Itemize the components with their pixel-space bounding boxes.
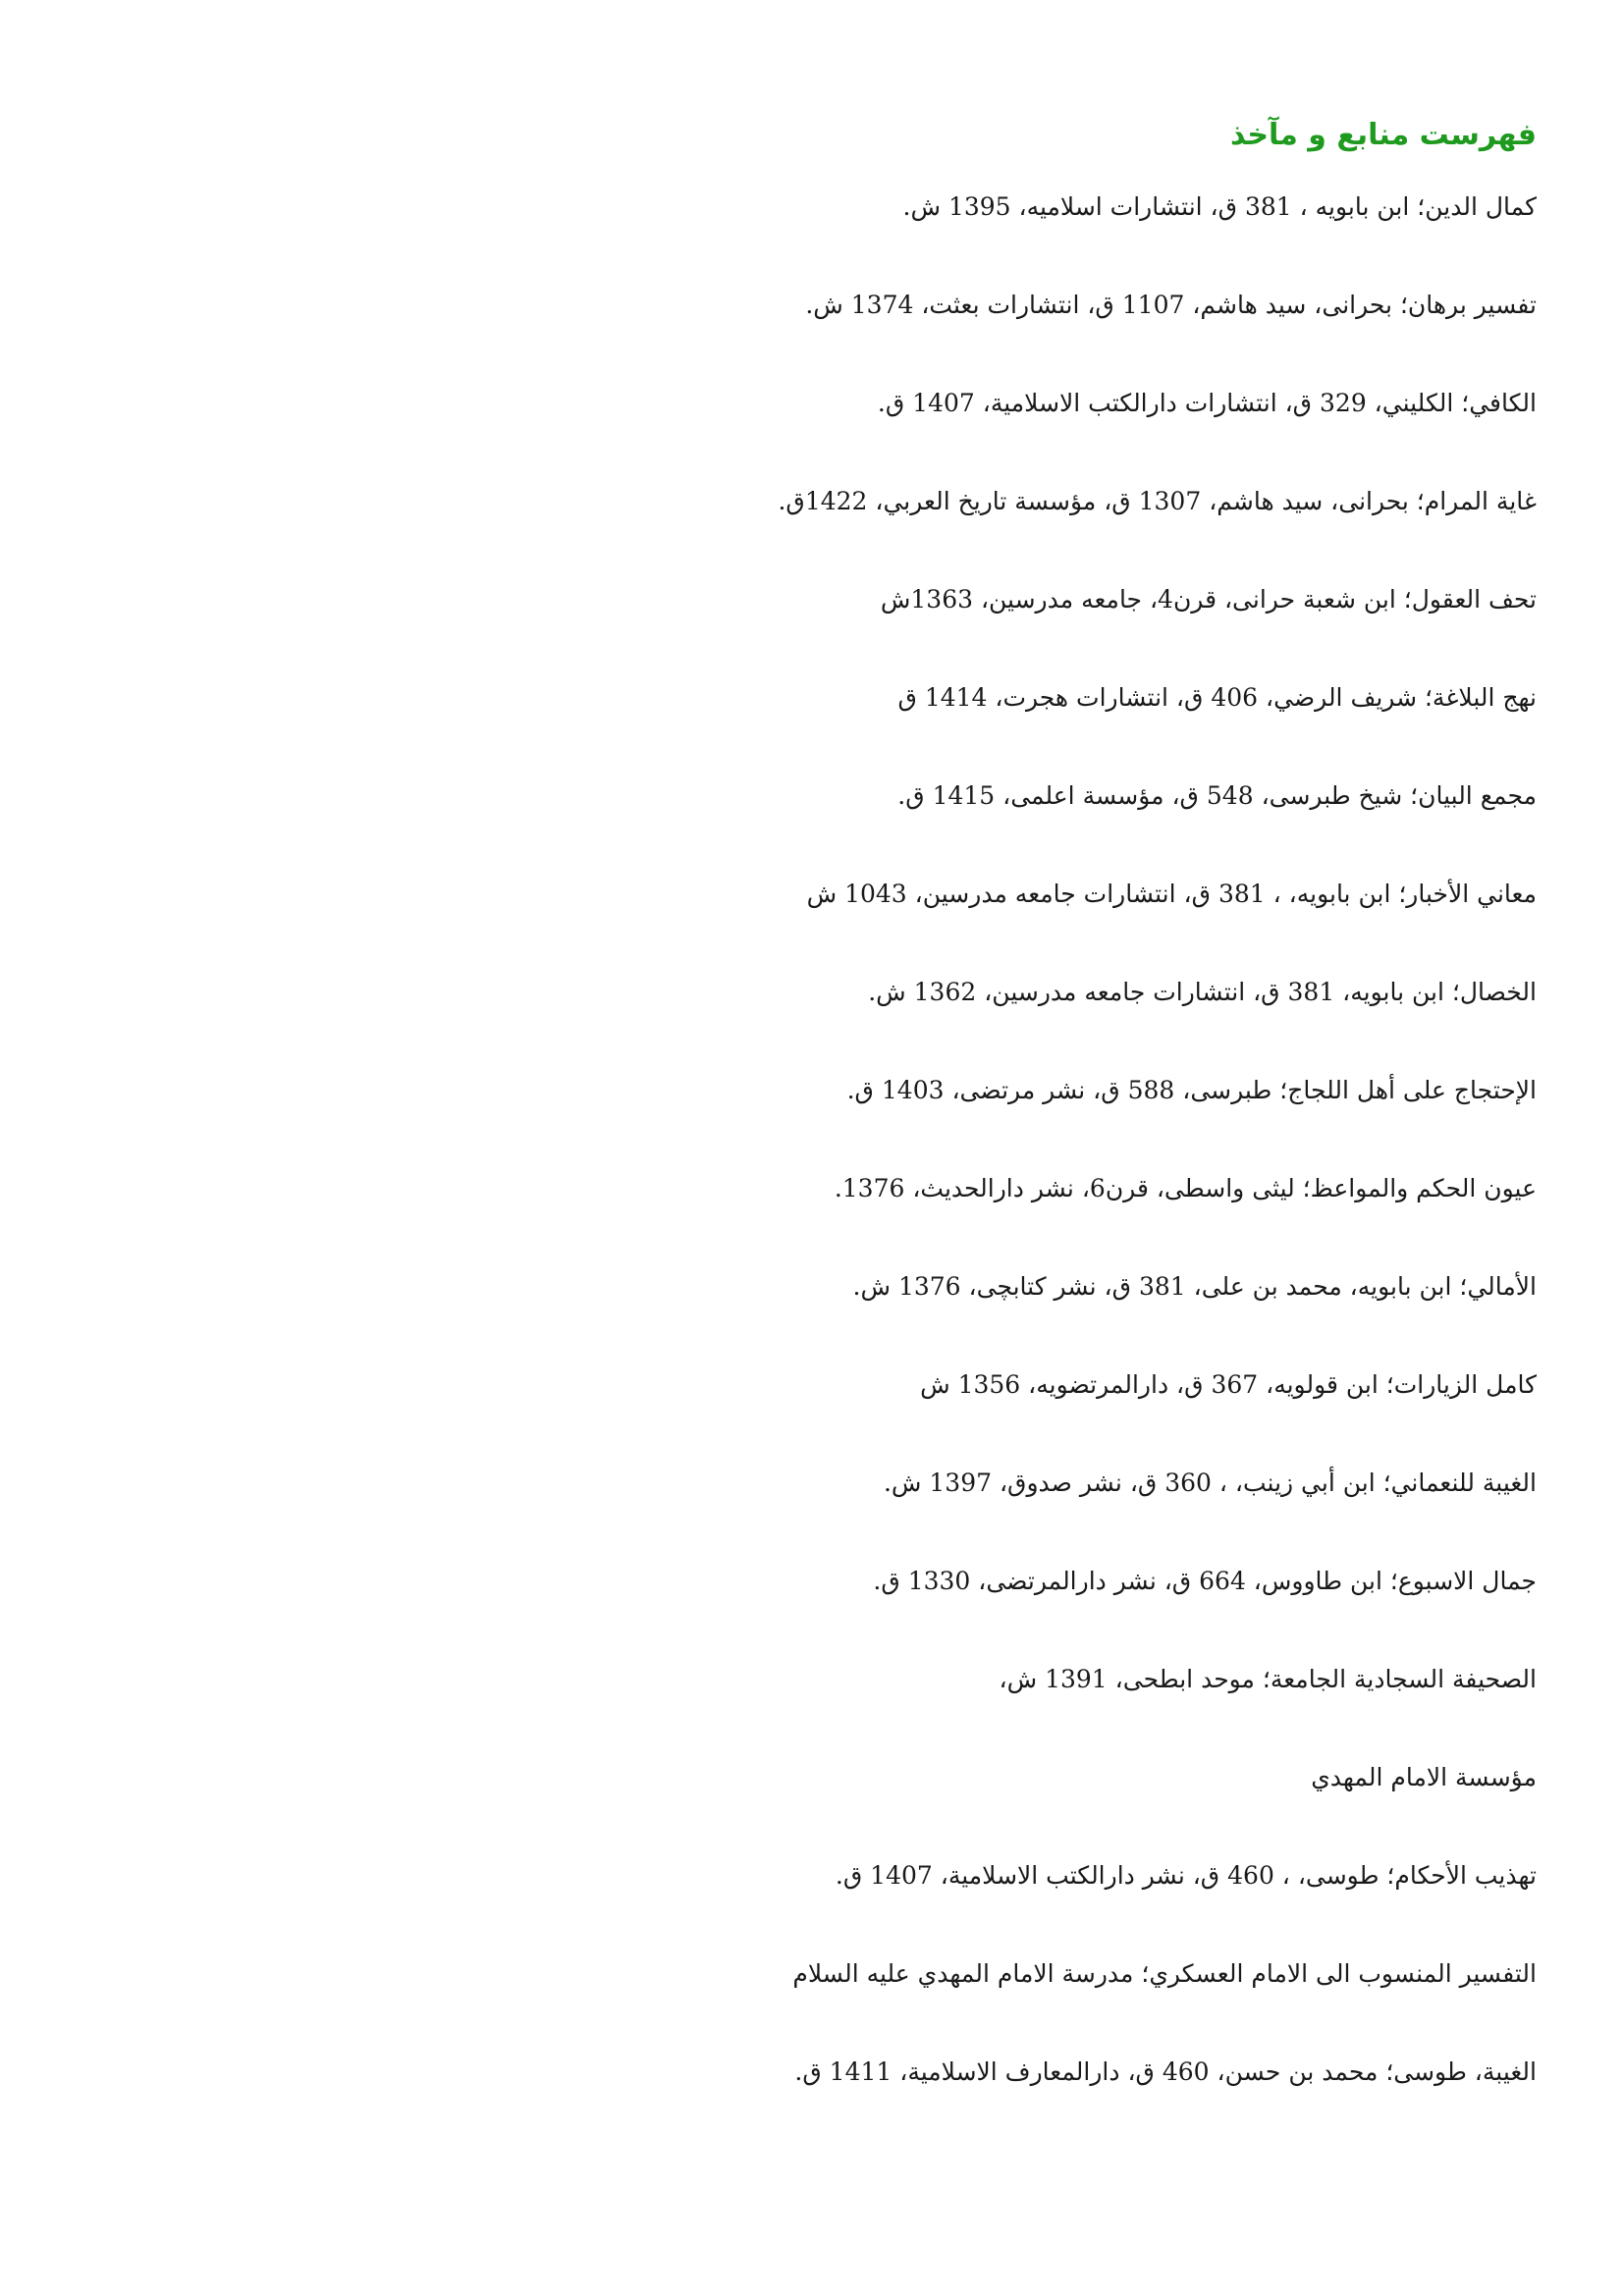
reference-item: تفسير برهان؛ بحرانى، سيد هاشم، 1107 ق، انتشارات بعثت، 1374 ش. bbox=[805, 291, 1537, 319]
reference-item: الغيبة، طوسى؛ محمد بن حسن، 460 ق، دارالمعارف الاسلامية، 1411 ق. bbox=[794, 2057, 1537, 2086]
reference-item: معاني الأخبار؛ ابن بابويه، ، 381 ق، انتشارات جامعه مدرسين، 1043 ش bbox=[806, 880, 1537, 908]
reference-item: الغيبة للنعماني؛ ابن أبي زينب، ، 360 ق، نشر صدوق، 1397 ش. bbox=[883, 1468, 1537, 1497]
references-heading: فهرست منابع و مآخذ bbox=[1230, 118, 1537, 152]
reference-item: غاية المرام؛ بحرانى، سيد هاشم، 1307 ق، مؤسسة تاريخ العربي، 1422ق. bbox=[778, 487, 1537, 515]
reference-item: الأمالي؛ ابن بابويه، محمد بن على، 381 ق، نشر كتابچى، 1376 ش. bbox=[852, 1272, 1537, 1301]
reference-item: الإحتجاج على أهل اللجاج؛ طبرسى، 588 ق، نشر مرتضى، 1403 ق. bbox=[846, 1076, 1537, 1104]
reference-item: تهذيب الأحكام؛ طوسى، ، 460 ق، نشر دارالكتب الاسلامية، 1407 ق. bbox=[835, 1861, 1537, 1890]
reference-item: تحف العقول؛ ابن شعبة حرانى، قرن4، جامعه مدرسين، 1363ش bbox=[880, 585, 1537, 614]
reference-item: كمال الدين؛ ابن بابويه ، 381 ق، انتشارات اسلاميه، 1395 ش. bbox=[902, 192, 1537, 221]
references-list bbox=[653, 188, 1537, 2091]
reference-item: التفسير المنسوب الى الامام العسكري؛ مدرسة الامام المهدي عليه السلام bbox=[792, 1959, 1537, 1988]
reference-item: الخصال؛ ابن بابويه، 381 ق، انتشارات جامعه مدرسين، 1362 ش. bbox=[868, 978, 1537, 1006]
reference-item: عيون الحكم والمواعظ؛ ليثى واسطى، قرن6، نشر دارالحديث، 1376. bbox=[834, 1174, 1537, 1202]
reference-item: مجمع البيان؛ شيخ طبرسى، 548 ق، مؤسسة اعلمى، 1415 ق. bbox=[897, 781, 1537, 810]
reference-item: الصحيفة السجادية الجامعة؛ موحد ابطحى، 1391 ش، bbox=[999, 1665, 1537, 1693]
reference-item: مؤسسة الامام المهدي bbox=[1311, 1763, 1537, 1791]
reference-item: الكافي؛ الكليني، 329 ق، انتشارات دارالكتب الاسلامية، 1407 ق. bbox=[877, 389, 1537, 417]
reference-item: جمال الاسبوع؛ ابن طاووس، 664 ق، نشر دارالمرتضى، 1330 ق. bbox=[873, 1567, 1537, 1595]
references-section bbox=[653, 114, 1537, 2152]
reference-item: كامل الزيارات؛ ابن قولويه، 367 ق، دارالمرتضويه، 1356 ش bbox=[920, 1370, 1537, 1399]
reference-item: نهج البلاغة؛ شريف الرضي، 406 ق، انتشارات هجرت، 1414 ق bbox=[897, 683, 1537, 712]
